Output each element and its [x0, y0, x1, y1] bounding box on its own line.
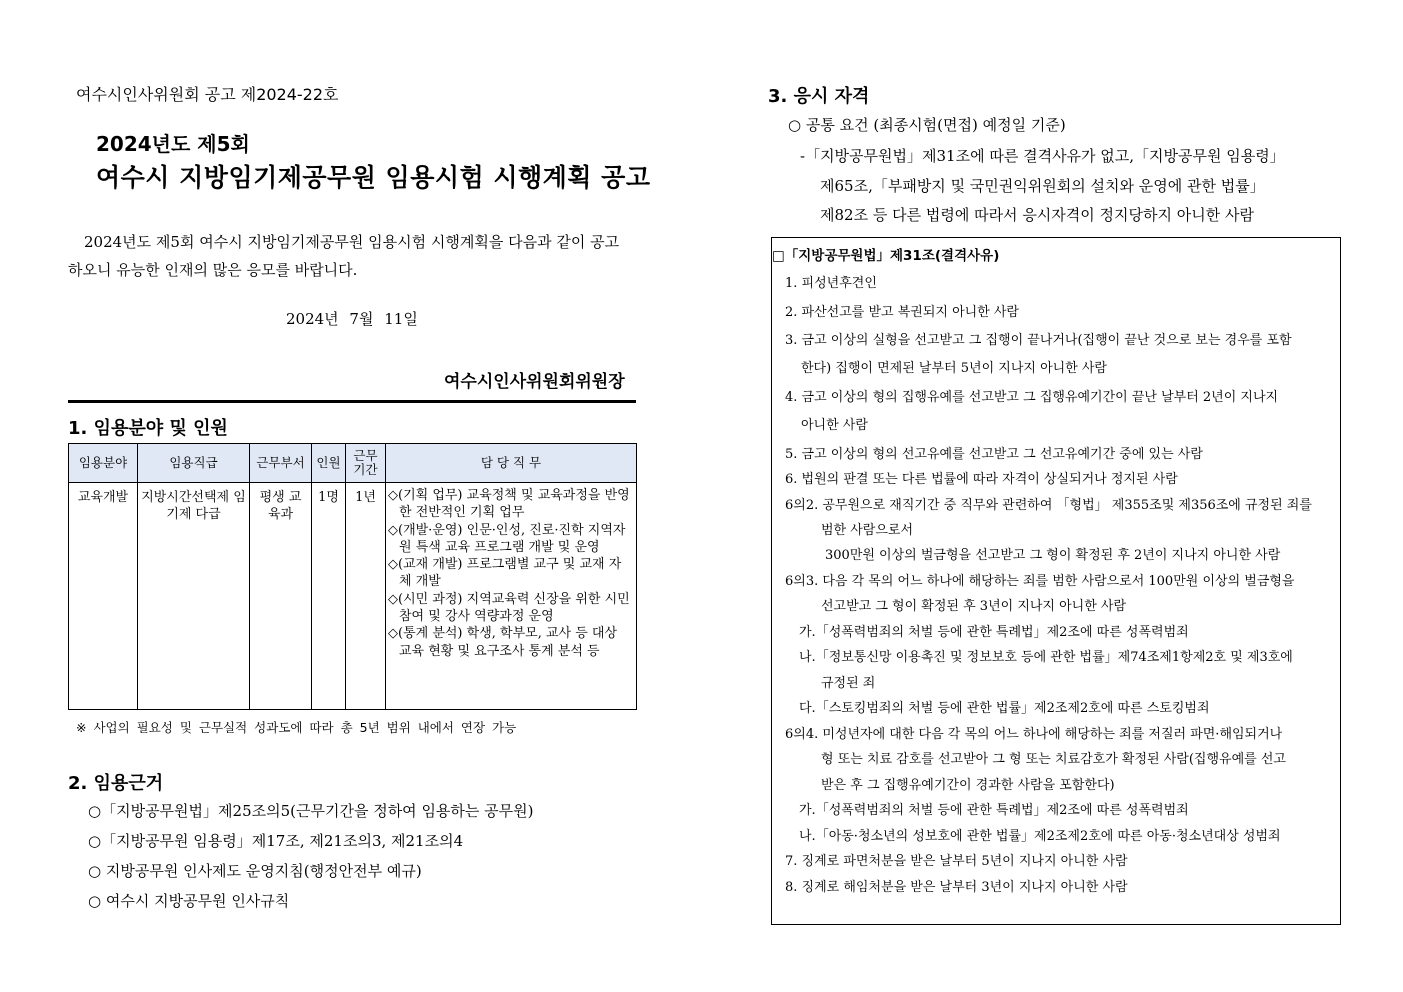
divider	[68, 400, 636, 403]
list-item: 선고받고 그 형이 확정된 후 3년이 지나지 아니한 사람	[821, 599, 1127, 614]
basis-item: ○「지방공무원 임용령」제17조, 제21조의3, 제21조의4	[88, 832, 464, 850]
duty-item: ◇(개발·운영) 인문·인성, 진로·진학 지역자원 특색 교육 프로그램 개발 및 운영	[388, 522, 626, 555]
list-item: 형 또는 치료 감호를 선고받아 그 형 또는 치료감호가 확정된 사람(집행유예를 선고	[821, 752, 1286, 767]
duty-item: ◇(기획 업무) 교육정책 및 교육과정을 반영한 전반적인 기획 업무	[388, 488, 630, 521]
table-row	[69, 483, 637, 710]
cell-dept: 평생 교육과	[250, 483, 312, 710]
list-item: 나.「아동·청소년의 성보호에 관한 법률」제2조제2호에 따른 아동·청소년대상 성범죄	[799, 829, 1281, 844]
list-item: 6의4. 미성년자에 대한 다음 각 목의 어느 하나에 해당하는 죄를 저질러 파면·해임되거나	[785, 727, 1283, 742]
list-item: 300만원 이상의 벌금형을 선고받고 그 형이 확정된 후 2년이 지나지 아니한 사람	[825, 548, 1281, 563]
announcement-date: 2024년 7월 11일	[286, 310, 418, 328]
list-item: 6의2. 공무원으로 재직기간 중 직무와 관련하여 「형법」 제355조및 제356조에 규정된 죄를	[785, 498, 1312, 513]
table-header-row	[69, 444, 637, 483]
list-item: 8. 징계로 해임처분을 받은 날부터 3년이 지나지 아니한 사람	[785, 880, 1128, 895]
cell-period: 1년	[346, 483, 386, 710]
cell-count: 1명	[312, 483, 346, 710]
list-item: 다.「스토킹범죄의 처벌 등에 관한 법률」제2조제2호에 따른 스토킹범죄	[799, 701, 1210, 716]
cell-field: 교육개발	[69, 483, 138, 710]
common-requirement: ○ 공통 요건 (최종시험(면접) 예정일 기준)	[788, 116, 1066, 134]
section-heading-positions: 1. 임용분야 및 인원	[68, 418, 228, 439]
qualification-line: 제82조 등 다른 법령에 따라서 응시자격이 정지당하지 아니한 사람	[820, 206, 1254, 224]
notice-number: 여수시인사위원회 공고 제2024-22호	[76, 85, 339, 104]
cell-duties	[386, 483, 637, 710]
list-item: 1. 피성년후견인	[785, 276, 877, 291]
column-header: 인원	[312, 444, 346, 483]
intro-paragraph: 2024년도 제5회 여수시 지방임기제공무원 임용시험 시행계획을 다음과 같이 공고하오니 유능한 인재의 많은 응모를 바랍니다.	[68, 233, 620, 279]
qualification-line: 제65조,「부패방지 및 국민권익위원회의 설치와 운영에 관한 법률」	[820, 177, 1265, 195]
section-heading-basis: 2. 임용근거	[68, 773, 164, 794]
duty-item: ◇(시민 과정) 지역교육력 신장을 위한 시민참여 및 강사 역량과정 운영	[388, 591, 630, 625]
table-note: ※ 사업의 필요성 및 근무실적 성과도에 따라 총 5년 범위 내에서 연장 가능	[76, 720, 517, 735]
list-item: 6의3. 다음 각 목의 어느 하나에 해당하는 죄를 범한 사람으로서 100만원 이상의 벌금형을	[785, 574, 1295, 589]
column-header: 근무 기간	[346, 444, 386, 483]
basis-item: ○「지방공무원법」제25조의5(근무기간을 정하여 임용하는 공무원)	[88, 802, 534, 820]
list-item: 4. 금고 이상의 형의 집행유예를 선고받고 그 집행유예기간이 끝난 날부터 2년이 지나지	[785, 390, 1279, 405]
signer: 여수시인사위원회위원장	[444, 372, 625, 392]
list-item: 6. 법원의 판결 또는 다른 법률에 따라 자격이 상실되거나 정지된 사람	[785, 472, 1178, 487]
basis-item: ○ 여수시 지방공무원 인사규칙	[88, 892, 290, 910]
column-header: 담 당 직 무	[386, 444, 637, 483]
list-item: 한다) 집행이 면제된 날부터 5년이 지나지 아니한 사람	[801, 361, 1107, 376]
list-item: 나.「정보통신망 이용촉진 및 정보보호 등에 관한 법률」제74조제1항제2호 및 제3호에	[799, 650, 1293, 665]
box-title: □「지방공무원법」제31조(결격사유)	[772, 248, 1000, 264]
list-item: 범한 사람으로서	[821, 523, 914, 538]
section-heading-qualification: 3. 응시 자격	[768, 86, 870, 107]
column-header: 임용분야	[69, 444, 138, 483]
duty-item: ◇(통계 분석) 학생, 학부모, 교사 등 대상 교육 현황 및 요구조사 통계 분석 등	[388, 626, 618, 659]
list-item: 아니한 사람	[801, 418, 868, 433]
basis-item: ○ 지방공무원 인사제도 운영지침(행정안전부 예규)	[88, 862, 422, 880]
page-title: 여수시 지방임기제공무원 임용시험 시행계획 공고	[96, 163, 651, 192]
duty-item: ◇(교재 개발) 프로그램별 교구 및 교재 자체 개발	[388, 557, 622, 590]
list-item: 5. 금고 이상의 형의 선고유예를 선고받고 그 선고유예기간 중에 있는 사람	[785, 447, 1203, 462]
list-item: 가.「성폭력범죄의 처벌 등에 관한 특례법」제2조에 따른 성폭력범죄	[799, 803, 1189, 818]
title-line-1: 2024년도 제5회	[96, 132, 250, 156]
column-header: 근무부서	[250, 444, 312, 483]
list-item: 3. 금고 이상의 실형을 선고받고 그 집행이 끝나거나(집행이 끝난 것으로 보는 경우를 포함	[785, 333, 1292, 348]
qualification-line: -「지방공무원법」제31조에 따른 결격사유가 없고,「지방공무원 임용령」	[800, 147, 1285, 165]
list-item: 2. 파산선고를 받고 복권되지 아니한 사람	[785, 305, 1019, 320]
column-header: 임용직급	[138, 444, 250, 483]
list-item: 7. 징계로 파면처분을 받은 날부터 5년이 지나지 아니한 사람	[785, 854, 1128, 869]
list-item: 규정된 죄	[821, 676, 876, 691]
list-item: 가.「성폭력범죄의 처벌 등에 관한 특례법」제2조에 따른 성폭력범죄	[799, 625, 1189, 640]
list-item: 받은 후 그 집행유예기간이 경과한 사람을 포함한다)	[821, 778, 1115, 793]
cell-grade: 지방시간선택제 임기제 다급	[138, 483, 250, 710]
positions-table	[68, 443, 637, 710]
